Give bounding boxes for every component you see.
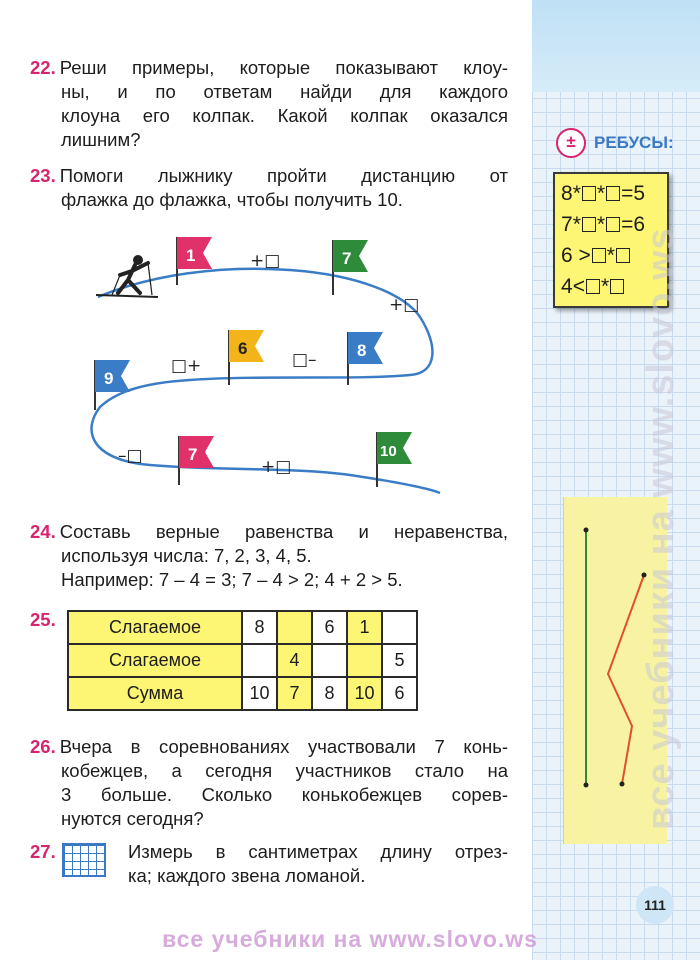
- empty-box-icon: [606, 186, 620, 201]
- table-cell: 10: [242, 677, 277, 710]
- table-cell: 8: [242, 611, 277, 644]
- table-cell: 6: [312, 611, 347, 644]
- table-cell: 6: [382, 677, 417, 710]
- table-cell: [382, 611, 417, 644]
- empty-box-icon: [606, 217, 620, 232]
- rebus-operator: *: [606, 244, 615, 267]
- task-22-line-4: лишним?: [61, 129, 141, 150]
- rebus-number: 8: [561, 182, 573, 205]
- flag-1: [177, 237, 212, 285]
- op-1: +□: [250, 251, 281, 271]
- rebus-result: =5: [621, 182, 646, 205]
- skier-icon: [96, 255, 158, 297]
- task-22: [30, 56, 508, 152]
- task-25-number: 25.: [30, 609, 56, 630]
- op-4: □+: [171, 356, 202, 376]
- rebus-number: 4: [561, 275, 573, 298]
- empty-box-icon: [592, 248, 606, 263]
- rebus-operator: *: [572, 182, 581, 205]
- task-23-line-1: Помоги лыжнику пройти дистанцию от: [59, 165, 508, 186]
- rebus-operator: *: [600, 275, 610, 298]
- task-27-text: [128, 840, 508, 888]
- polyline-vertex: [620, 782, 625, 787]
- task-24-line-3: Например: 7 – 4 = 3; 7 – 4 > 2; 4 + 2 > 5.: [61, 569, 403, 590]
- op-6: +□: [261, 457, 292, 477]
- table-cell: 1: [347, 611, 382, 644]
- footer-watermark: все учебники на www.slovo.ws: [162, 926, 538, 952]
- rebus-number: 6: [561, 244, 573, 267]
- task-22-number: 22.: [30, 57, 56, 78]
- flag-6-label: 7: [188, 445, 198, 464]
- task-22-line-2: ны, и по ответам найди для каждого: [61, 81, 508, 102]
- table-row: [68, 677, 417, 710]
- row-header: Слагаемое: [68, 611, 242, 644]
- task-27-line-2: ка; каждого звена ломаной.: [128, 865, 366, 886]
- task-26-number: 26.: [30, 736, 56, 757]
- task-24-line-2: используя числа: 7, 2, 3, 4, 5.: [61, 545, 312, 566]
- table-cell: 10: [347, 677, 382, 710]
- task-24: [30, 520, 508, 592]
- flag-1-label: 1: [186, 246, 196, 265]
- rebus-operator: *: [596, 213, 606, 236]
- segment-endpoint: [584, 783, 589, 788]
- op-2: +□: [389, 295, 420, 315]
- task-24-line-1: Составь верные равенства и неравенства,: [59, 521, 508, 542]
- table-row: [68, 611, 417, 644]
- task-25: [30, 608, 70, 632]
- op-3: □–: [292, 350, 317, 370]
- empty-box-icon: [610, 279, 624, 294]
- flag-4-label: 6: [238, 339, 248, 358]
- table-cell: [312, 644, 347, 677]
- flag-5: [95, 360, 130, 410]
- task-27-line-1: Измерь в сантиметрах длину отрез-: [128, 841, 508, 862]
- task-24-number: 24.: [30, 521, 56, 542]
- empty-box-icon: [582, 217, 596, 232]
- ski-track-illustration: [60, 225, 460, 505]
- rebus-row: [561, 178, 661, 209]
- flag-2-label: 7: [342, 249, 352, 268]
- table-cell: [277, 611, 312, 644]
- rebus-operator: *: [596, 182, 606, 205]
- task-23: [30, 164, 508, 212]
- task-26-line-4: нуются сегодня?: [61, 808, 204, 829]
- flag-7-label: 10: [380, 443, 397, 460]
- side-watermark: все учебники на www.slovo.ws: [640, 227, 682, 830]
- table-cell: [242, 644, 277, 677]
- table-cell: 5: [382, 644, 417, 677]
- table-row: [68, 644, 417, 677]
- task-22-line-1: Реши примеры, которые показывают клоу-: [59, 57, 508, 78]
- page-number: 111: [636, 886, 674, 924]
- polyline: [608, 575, 644, 784]
- ruler-grid-icon: [62, 843, 106, 877]
- task-22-line-3: клоуна его колпак. Какой колпак оказался: [61, 105, 508, 126]
- flag-3-label: 8: [357, 341, 367, 360]
- rebus-number: 7: [561, 213, 573, 236]
- table-cell: [347, 644, 382, 677]
- addition-table: [67, 610, 418, 711]
- task-26: [30, 735, 508, 831]
- task-26-line-3: 3 больше. Сколько конькобежцев сорев-: [61, 784, 508, 805]
- task-23-number: 23.: [30, 165, 56, 186]
- op-5: –□: [118, 446, 143, 466]
- rebus-operator: >: [578, 244, 591, 267]
- rebus-operator: <: [572, 275, 585, 298]
- table-cell: 4: [277, 644, 312, 677]
- task-23-line-2: флажка до флажка, чтобы получить 10.: [61, 189, 403, 210]
- side-margin-header: [532, 0, 700, 92]
- rebus-result: =6: [621, 213, 646, 236]
- flag-2: [333, 240, 368, 295]
- table-cell: 7: [277, 677, 312, 710]
- task-26-line-1: Вчера в соревнованиях участвовали 7 конь-: [59, 736, 508, 757]
- flag-7: [377, 432, 412, 487]
- rebus-operator: *: [572, 213, 581, 236]
- plus-minus-icon: ±: [556, 128, 586, 158]
- row-header: Слагаемое: [68, 644, 242, 677]
- flag-6: [179, 436, 214, 485]
- empty-box-icon: [582, 186, 596, 201]
- table-cell: 8: [312, 677, 347, 710]
- task-27-number: 27.: [30, 841, 56, 862]
- flag-5-label: 9: [104, 369, 114, 388]
- segment-endpoint: [584, 528, 589, 533]
- task-26-line-2: кобежцев, а сегодня участников стало на: [61, 760, 508, 781]
- rebus-title: РЕБУСЫ:: [594, 133, 674, 152]
- empty-box-icon: [586, 279, 600, 294]
- row-header: Сумма: [68, 677, 242, 710]
- rebus-header: [556, 128, 674, 158]
- empty-box-icon: [616, 248, 630, 263]
